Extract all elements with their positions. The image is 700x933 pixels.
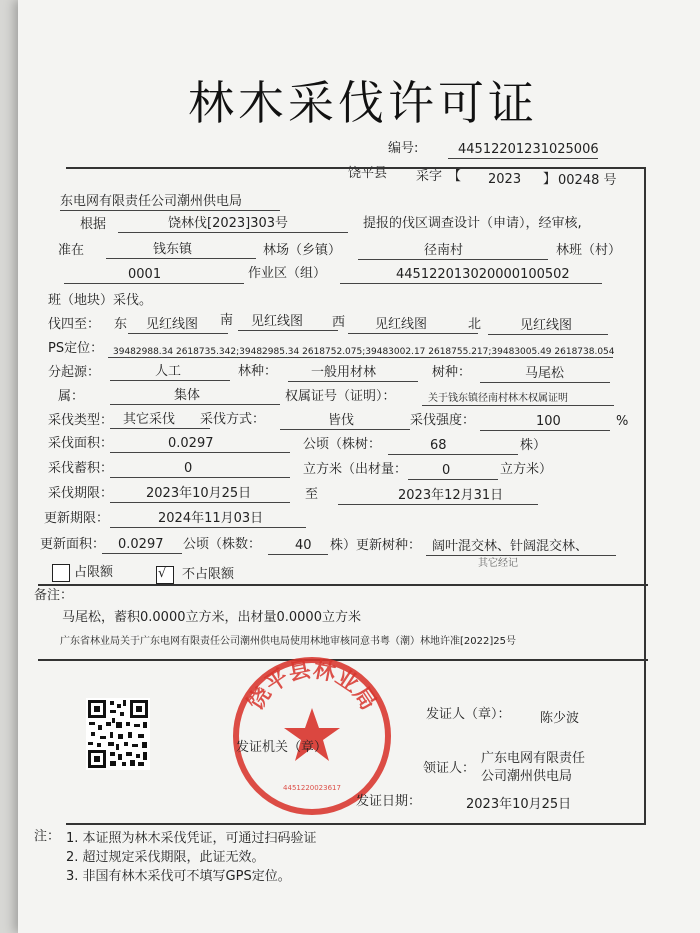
cert-label: 权属证号（证明）：: [285, 389, 396, 404]
east-label: 东: [114, 317, 128, 332]
note-2: 2. 超过规定采伐期限，此证无效。: [66, 850, 265, 865]
west-label: 西: [332, 315, 346, 330]
north-value: 见红线图: [520, 318, 573, 333]
issuer-label: 发证人（章）：: [426, 707, 511, 722]
page-title: 林木采伐许可证: [188, 76, 538, 130]
svg-text:饶平县林业局: 饶平县林业局: [242, 656, 382, 715]
remarks-label: 备注：: [34, 588, 74, 603]
origin-label: 分起源：: [48, 365, 101, 380]
gps-label: PS定位：: [48, 341, 104, 356]
renew-area-unit: 公顷（株数：: [183, 537, 262, 552]
basis-prefix: 根据: [80, 217, 107, 232]
quota-checkbox[interactable]: [52, 564, 70, 582]
harvest-type-label: 采伐类型：: [48, 413, 114, 428]
renew-label: 更新期限：: [44, 511, 110, 526]
village-label: 林班（村）: [556, 243, 622, 258]
basis-suffix: 提报的伐区调查设计（申请），经审核,: [363, 216, 582, 231]
volume-label: 采伐蓄积：: [48, 461, 114, 476]
forest-label: 林种：: [238, 364, 278, 379]
issue-date: 2023年10月25日: [466, 797, 572, 812]
ownership-label: 属：: [58, 389, 85, 404]
intensity-value: 100: [536, 414, 561, 429]
county: 饶平县: [348, 166, 388, 181]
intensity-label: 采伐强度：: [410, 413, 476, 428]
harvest-type-value: 其它采伐: [123, 412, 176, 427]
north-label: 北: [468, 317, 482, 332]
note-1: 1. 本证照为林木采伐凭证，可通过扫码验证: [66, 831, 317, 846]
species-label: 树种：: [432, 365, 472, 380]
renew-area-label: 更新面积：: [40, 537, 106, 552]
approve-prefix: 准在: [58, 243, 85, 258]
permit-paper: [18, 0, 700, 933]
south-value: 见红线图: [251, 314, 304, 329]
town: 钱东镇: [153, 242, 193, 257]
receiver-label: 领证人：: [423, 761, 476, 776]
block-number: 0001: [128, 267, 162, 282]
issue-date-label: 发证日期：: [356, 794, 422, 809]
serial-number: 44512201231025006: [458, 142, 599, 157]
check-mark: √: [158, 566, 167, 581]
serial-label: 编号:: [388, 141, 419, 156]
west-value: 见红线图: [375, 317, 428, 332]
intensity-unit: %: [616, 414, 629, 429]
species-value: 马尾松: [525, 366, 565, 381]
svg-text:4451220023617: 4451220023617: [283, 784, 341, 792]
block-code: 44512201302000010050​2: [396, 267, 570, 282]
applicant: 东电网有限责任公司潮州供电局: [60, 194, 243, 209]
notes-label: 注：: [34, 829, 61, 844]
renew-count: 40: [295, 538, 312, 553]
south-label: 南: [220, 313, 234, 328]
basis-doc: 饶林伐[2023]303号: [168, 216, 289, 231]
zi-label: 采字: [416, 169, 443, 184]
renew-date: 2024年11月03日: [158, 511, 264, 526]
office-label: 发证机关（章）: [236, 740, 328, 755]
east-value: 见红线图: [146, 317, 199, 332]
cert-value: 关于钱东镇径南村林木权属证明: [428, 393, 568, 404]
permit-year: 2023: [488, 172, 522, 187]
method-value: 皆伐: [328, 413, 355, 428]
period-end: 2023年12月31日: [398, 488, 504, 503]
area-label: 采伐面积：: [48, 436, 114, 451]
note-3: 3. 非国有林木采伐可不填写GPS定位。: [66, 869, 291, 884]
renew-species: 阔叶混交林、针阔混交林、: [432, 539, 589, 554]
origin-value: 人工: [155, 364, 182, 379]
output-value: 0: [442, 463, 451, 478]
period-start: 2023年10月25日: [146, 486, 252, 501]
renew-area-value: 0.0297: [118, 537, 164, 552]
volume-value: 0: [184, 461, 193, 476]
area-value: 0.0297: [168, 436, 214, 451]
remarks-line2: 广东省林业局关于广东电网有限责任公司潮州供电局使用林地审核同意书粤（潮）林地许准[2022]25号: [60, 636, 516, 647]
output-unit: 立方米）: [500, 462, 553, 477]
no-quota-checkbox[interactable]: [156, 566, 174, 584]
remarks-line1: 马尾松，蓄积0.0000立方米，出材量0.0000立方米: [62, 610, 361, 625]
period-to: 至: [305, 487, 319, 502]
no-quota-label: 不占限额: [182, 567, 235, 582]
quota-label: 占限额: [74, 565, 114, 580]
block-label: 作业区（组）: [248, 266, 327, 281]
receiver-line1: 广东电网有限责任: [481, 751, 586, 766]
area-unit: 公顷（株树：: [303, 437, 382, 452]
issuer-name: 陈少波: [540, 711, 580, 726]
boundary-label: 伐四至：: [48, 317, 101, 332]
gps-value: 39482988.34 2618735.342;39482985.34 2618752.075;39483002.17 2618755.217;39483005.49 2618738.054: [113, 347, 615, 357]
village: 径南村: [424, 243, 464, 258]
method-label: 采伐方式：: [200, 412, 266, 427]
renew-count-unit: 株）更新树种：: [330, 538, 422, 553]
block-tail: 班（地块）采伐。: [48, 293, 153, 308]
bracket-close: 】: [543, 172, 557, 187]
tree-unit: 株）: [520, 438, 547, 453]
period-label: 采伐期限：: [48, 486, 114, 501]
town-label: 林场（乡镇）: [263, 243, 342, 258]
qr-code-icon[interactable]: [86, 698, 150, 770]
volume-unit: 立方米（出材量：: [303, 462, 408, 477]
permit-number: 00248 号: [558, 173, 617, 188]
ownership-value: 集体: [174, 388, 201, 403]
forest-value: 一般用材林: [311, 365, 377, 380]
receiver-line2: 公司潮州供电局: [481, 769, 573, 784]
tree-count: 68: [430, 438, 447, 453]
renew-species-overflow: 其它经记: [478, 558, 518, 569]
bracket-open: 【: [448, 169, 462, 184]
